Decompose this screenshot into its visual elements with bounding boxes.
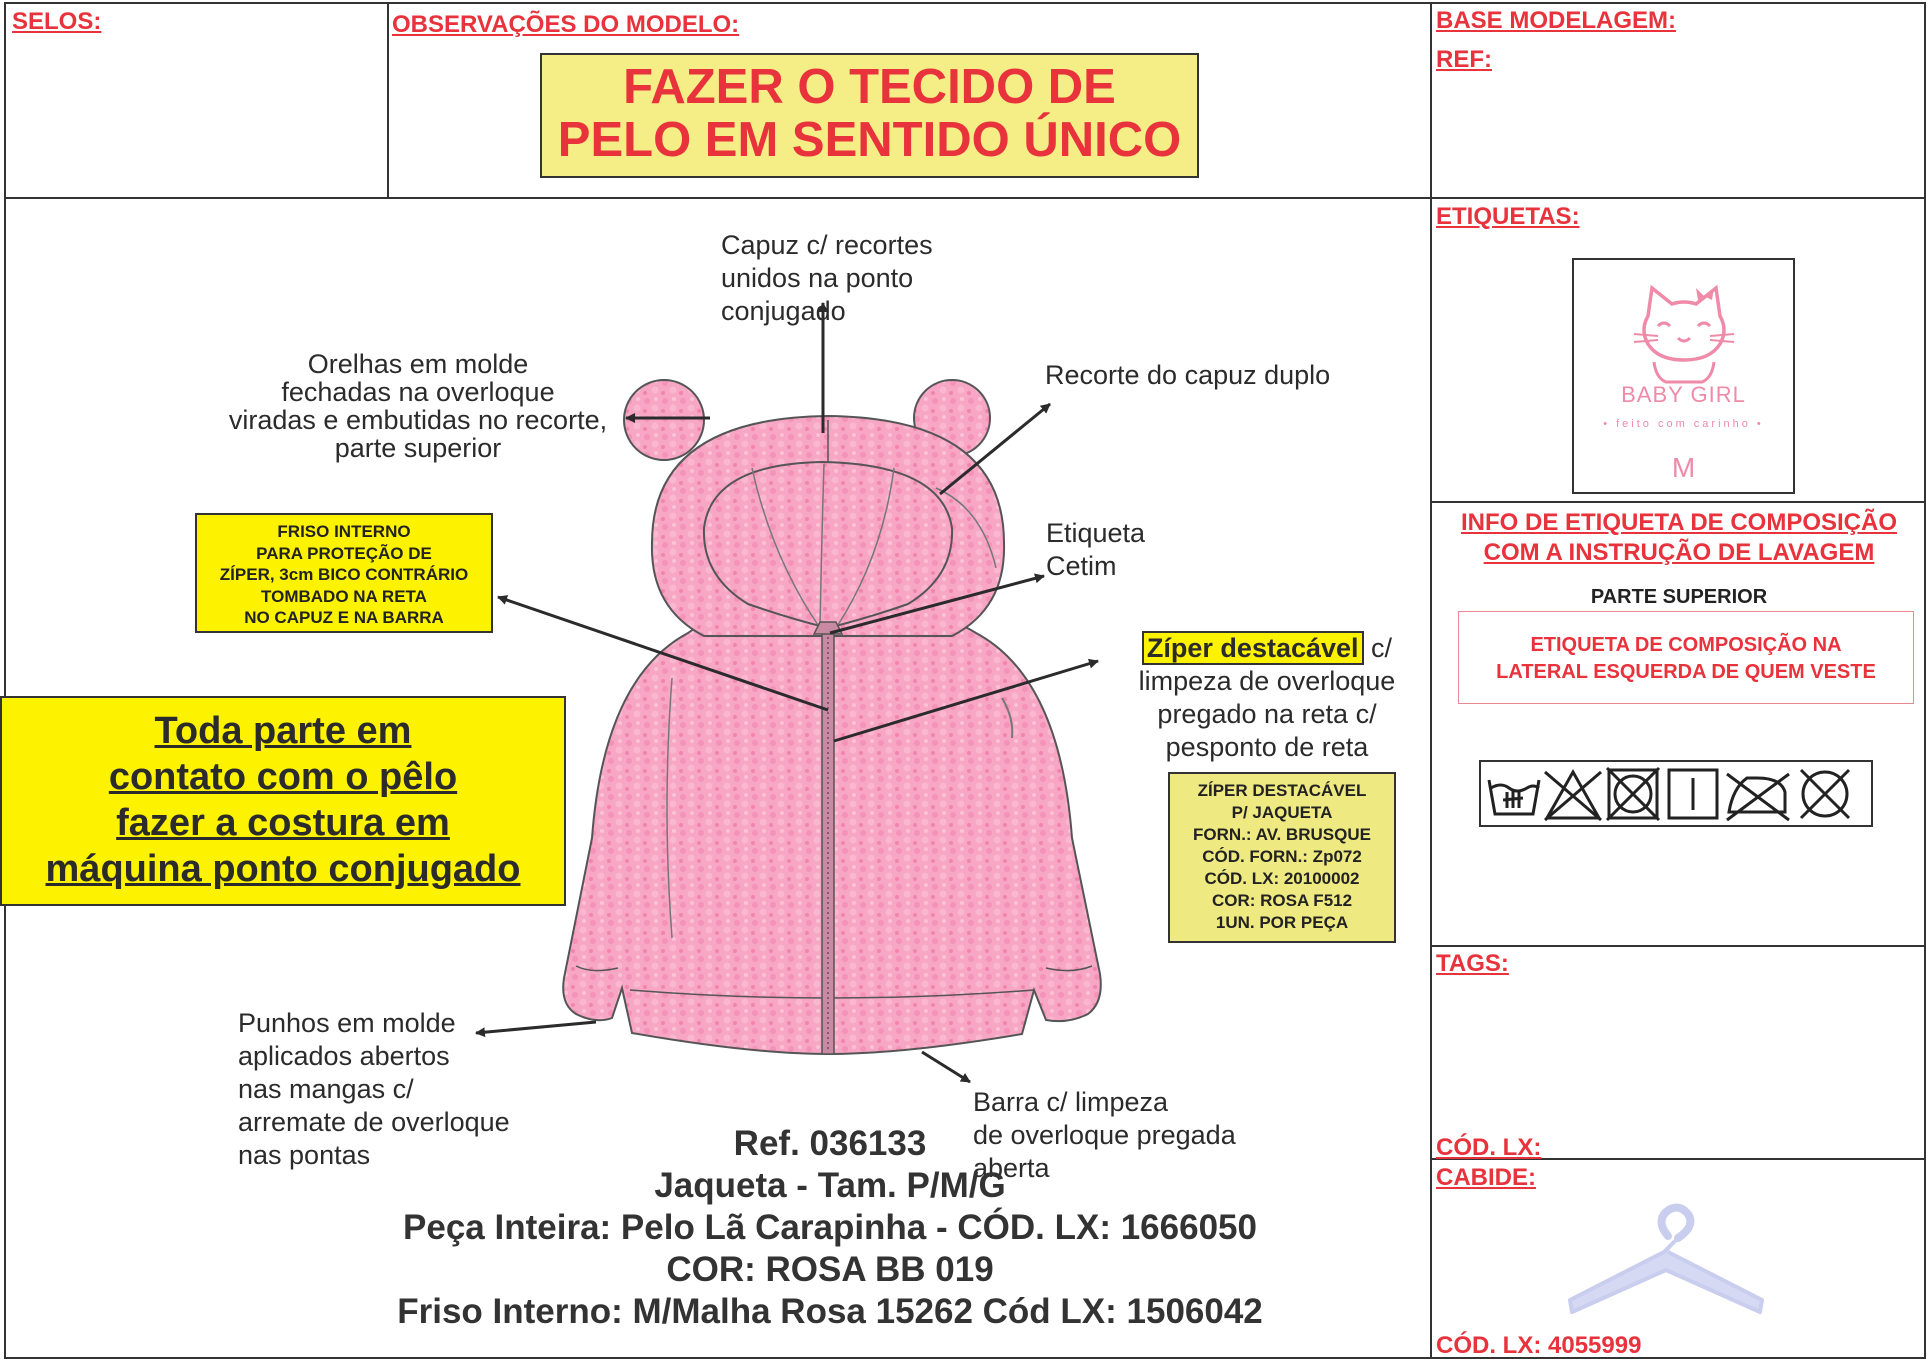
hand-wash-icon: [1489, 780, 1539, 814]
selos-label: SELOS:: [12, 8, 102, 35]
toda-parte-box: Toda parte em contato com o pêlo fazer a costura em máquina ponto conjugado: [0, 696, 566, 906]
tags-label: TAGS:: [1436, 950, 1509, 977]
no-iron-icon: [1727, 774, 1789, 820]
no-tumble-dry-icon: [1607, 768, 1659, 820]
note-punhos: Punhos em molde aplicados abertos nas mangas c/ arremate de overloque nas pontas: [238, 1008, 510, 1170]
ref-label: REF:: [1436, 46, 1492, 73]
note-recorte-capuz: Recorte do capuz duplo: [1045, 360, 1331, 390]
right-column-divider: [1430, 2, 1432, 1359]
product-friso: Friso Interno: M/Malha Rosa 15262 Cód LX: 1506042: [397, 1292, 1263, 1331]
etiquetas-label: ETIQUETAS:: [1436, 203, 1580, 230]
composicao-title-line-2: COM A INSTRUÇÃO DE LAVAGEM: [1483, 539, 1875, 566]
label-tagline-text: • feito com carinho •: [1603, 418, 1764, 430]
jacket-illustration: [552, 378, 1132, 1068]
no-dry-clean-icon: [1801, 770, 1849, 818]
hanger-icon: [1556, 1180, 1776, 1330]
composicao-title-line-1: INFO DE ETIQUETA DE COMPOSIÇÃO: [1460, 509, 1898, 536]
note-orelhas: Orelhas em molde fechadas na overloque viradas e embutidas no recorte, parte superior: [228, 349, 608, 463]
header-divider: [4, 197, 1434, 199]
ziper-rest: limpeza de overloque pregado na reta c/ pesponto de reta: [1138, 666, 1396, 762]
note-barra: Barra c/ limpeza de overloque pregada aberta: [973, 1087, 1236, 1183]
note-capuz: Capuz c/ recortes unidos na ponto conjugado: [721, 230, 933, 326]
product-ref: Ref. 036133: [733, 1124, 927, 1163]
product-color: COR: ROSA BB 019: [666, 1250, 994, 1289]
note-etiqueta-cetim: Etiqueta Cetim: [1046, 518, 1146, 581]
right-divider-2: [1430, 501, 1926, 503]
label-size-text: M: [1671, 452, 1696, 483]
ziper-highlight: Zíper destacável: [1142, 631, 1364, 665]
friso-box: FRISO INTERNO PARA PROTEÇÃO DE ZÍPER, 3cm BICO CONTRÁRIO TOMBADO NA RETA NO CAPUZ E NA BARRA: [195, 513, 493, 633]
right-divider-1: [1430, 197, 1926, 199]
selos-divider: [387, 2, 389, 199]
observacao-line-1: FAZER O TECIDO DE: [623, 60, 1116, 114]
observacao-box: [540, 53, 1199, 178]
label-brand-text: BABY GIRL: [1621, 382, 1746, 407]
line-dry-icon: [1669, 770, 1717, 818]
observacoes-label: OBSERVAÇÕES DO MODELO:: [392, 11, 740, 38]
observacao-line-2: PELO EM SENTIDO ÚNICO: [557, 113, 1182, 167]
product-fabric: Peça Inteira: Pelo Lã Carapinha - CÓD. LX: 1666050: [403, 1208, 1257, 1247]
cabide-label: CABIDE:: [1436, 1164, 1536, 1191]
parte-superior-label: PARTE SUPERIOR: [1590, 586, 1768, 608]
care-symbols-strip: [1479, 760, 1873, 827]
product-model: Jaqueta - Tam. P/M/G: [654, 1166, 1006, 1205]
no-bleach-icon: [1545, 772, 1601, 820]
right-divider-3: [1430, 945, 1926, 947]
composicao-note-box: ETIQUETA DE COMPOSIÇÃO NA LATERAL ESQUERDA DE QUEM VESTE: [1458, 611, 1914, 704]
brand-label-preview: [1572, 258, 1795, 494]
composicao-title: [1432, 508, 1926, 568]
base-modelagem-label: BASE MODELAGEM:: [1436, 7, 1676, 34]
ziper-note: [1122, 632, 1412, 764]
cabide-cod-label: CÓD. LX: 4055999: [1436, 1332, 1642, 1359]
ziper-spec-box: ZÍPER DESTACÁVEL P/ JAQUETA FORN.: AV. BRUSQUE CÓD. FORN.: Zp072 CÓD. LX: 20100002 COR: ROSA F512 1UN. POR PEÇA: [1168, 772, 1396, 943]
kitten-logo-icon: [1574, 278, 1793, 398]
ziper-suffix: c/: [1363, 633, 1393, 663]
tags-cod-label: CÓD. LX:: [1436, 1134, 1542, 1161]
